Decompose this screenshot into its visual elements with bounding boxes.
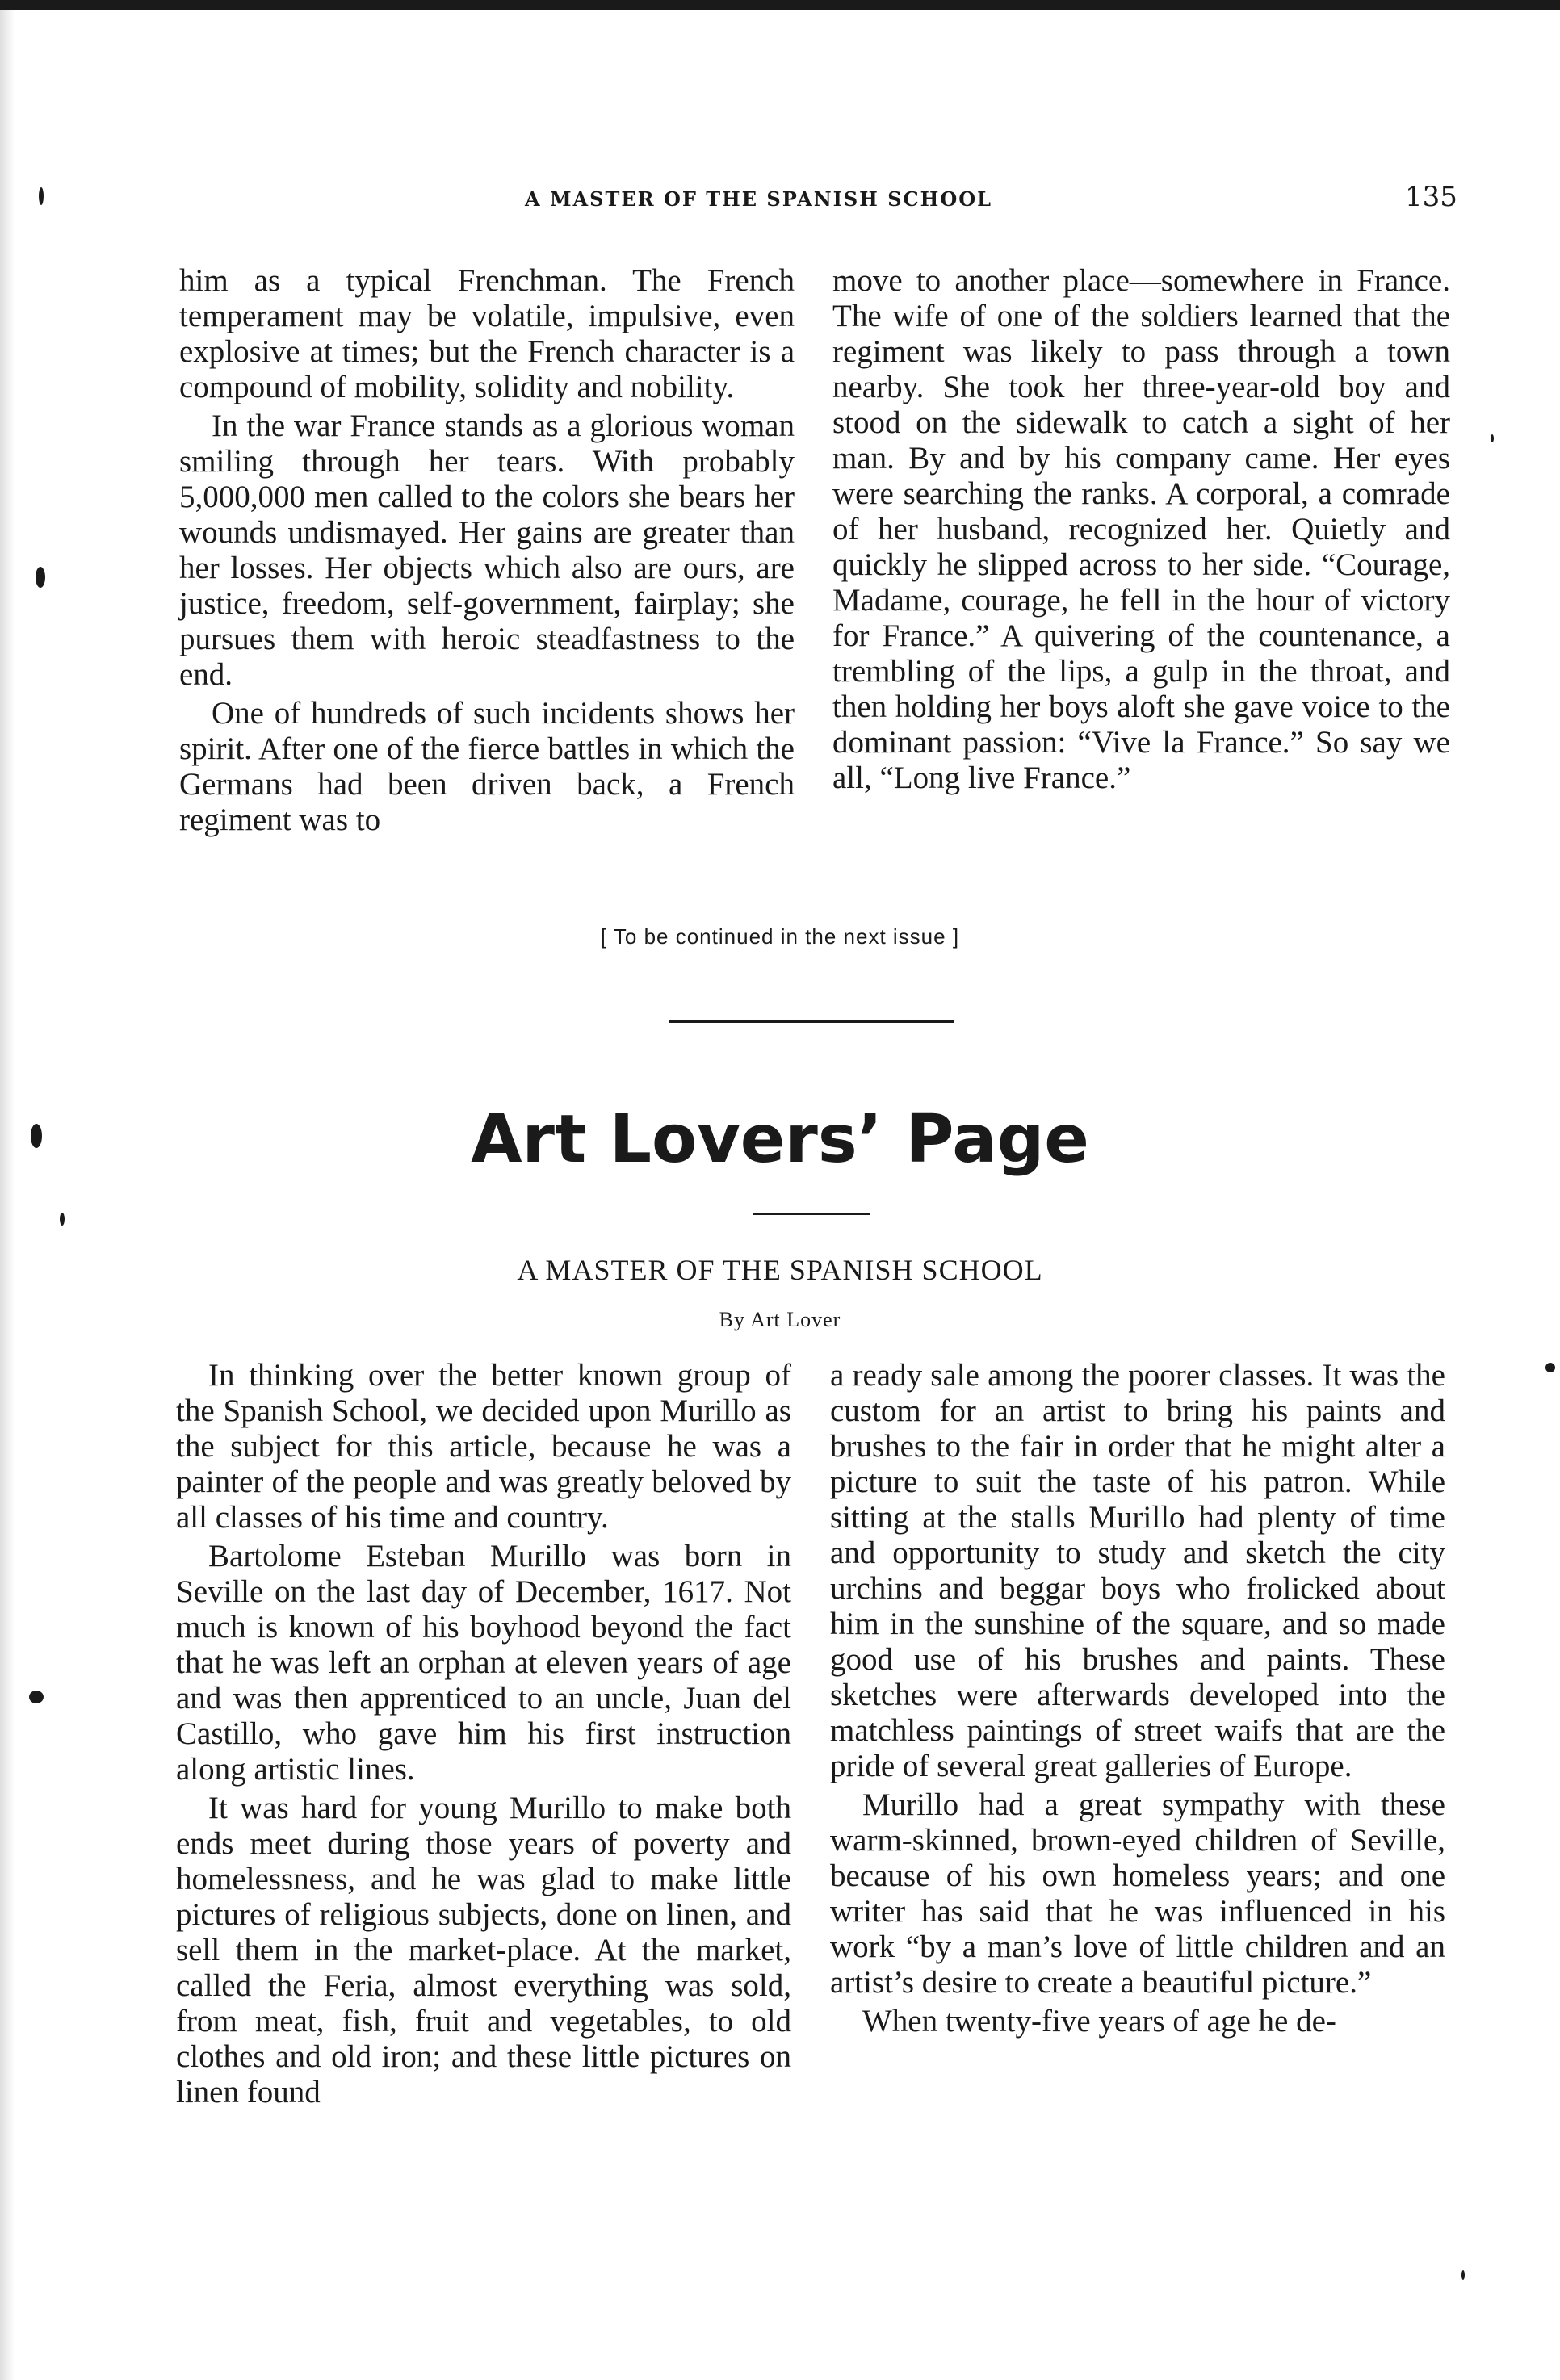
- running-head: [0, 181, 1560, 220]
- paragraph: It was hard for young Murillo to make both ends meet during those years of poverty and homelessness, and he was glad to make little pictures of religious subjects, done on linen, and sell them in the market-place. At the market, called the Feria, almost everything was sold, from meat, fish, fruit and vegetables, to old clothes and old iron; and these little pictures on linen found: [176, 1791, 791, 2110]
- paragraph: One of hundreds of such incidents shows her spirit. After one of the fierce battles in which the Germans had been driven back, a French regiment was to: [179, 696, 795, 837]
- running-head-title: A MASTER OF THE SPANISH SCHOOL: [525, 187, 993, 211]
- scan-speck: [1461, 2270, 1465, 2280]
- scan-speck: [36, 567, 45, 588]
- article-title: A MASTER OF THE SPANISH SCHOOL: [517, 1254, 1043, 1286]
- scan-speck: [39, 187, 44, 205]
- continued-note: [ To be continued in the next issue ]: [600, 924, 960, 949]
- article-column-right: [830, 1358, 1445, 2039]
- paragraph: Bartolome Esteban Murillo was born in Seville on the last day of December, 1617. Not much is known of his boyhood beyond the fact that he was left an orphan at eleven years of age and was then apprenticed to an uncle, Juan del Castillo, who gave him his first instruction along artistic lines.: [176, 1539, 791, 1787]
- paragraph: When twenty-five years of age he de-: [862, 2004, 1336, 2039]
- section-title: Art Lovers’ Page: [471, 1101, 1089, 1178]
- paragraph: In thinking over the better known group of the Spanish School, we decided upon Murillo as the subject for this article, because he was a painter of the people and was greatly beloved by all classes of his time and country.: [176, 1358, 791, 1535]
- scan-speck: [1545, 1363, 1555, 1372]
- scan-speck: [1491, 434, 1494, 442]
- paragraph: him as a typical Frenchman. The French temperament may be volatile, impulsive, even explosive at times; but the French character is a compound of mobility, solidity and nobility.: [179, 263, 795, 404]
- paragraph: In the war France stands as a glorious woman smiling through her tears. With probably 5,000,000 men called to the colors she bears her wounds undismayed. Her gains are greater than her losses. Her objects which also are ours, are justice, freedom, self-government, fairplay; she pursues them with heroic steadfastness to the end.: [179, 409, 795, 692]
- previous-article-column-right: [832, 263, 1450, 796]
- paragraph: Murillo had a great sympathy with these warm-skinned, brown-eyed children of Seville, because of his own homeless years; and one writer has said that he was influenced in his work “by a man’s love of little children and an artist’s desire to create a beautiful picture.”: [830, 1787, 1445, 2000]
- scan-speck: [31, 1124, 42, 1148]
- paragraph: a ready sale among the poorer classes. It was the custom for an artist to bring his paints and brushes to the fair in order that he might alter a picture to suit the taste of his patron. While sitting at the stalls Murillo had plenty of time and opportunity to study and sketch the city urchins and beggar boys who frolicked about him in the sunshine of the square, and so made good use of his brushes and paints. These sketches were afterwards developed into the matchless paintings of street waifs that are the pride of several great galleries of Europe.: [830, 1358, 1445, 1783]
- scan-speck: [60, 1213, 65, 1226]
- page-number: 135: [1405, 181, 1457, 213]
- page-left-edge: [0, 10, 15, 2380]
- section-divider: [669, 1020, 954, 1023]
- byline: By Art Lover: [719, 1308, 841, 1331]
- title-underline: [753, 1213, 870, 1215]
- article-column-left: [176, 1358, 791, 2110]
- page-top-edge: [0, 0, 1560, 10]
- scan-speck: [29, 1691, 44, 1703]
- previous-article-column-left: [179, 263, 795, 838]
- paragraph: move to another place—somewhere in France. The wife of one of the soldiers learned that the regiment was likely to pass through a town nearby. She took her three-year-old boy and stood on the sidewalk to catch a sight of her man. By and by his company came. Her eyes were searching the ranks. A corporal, a comrade of her husband, recognized her. Quietly and quickly he slipped across to her side. “Courage, Madame, courage, he fell in the hour of victory for France.” A quivering of the countenance, a trembling of the lips, a gulp in the throat, and then holding her boys aloft she gave voice to the dominant passion: “Vive la France.” So say we all, “Long live France.”: [832, 263, 1450, 795]
